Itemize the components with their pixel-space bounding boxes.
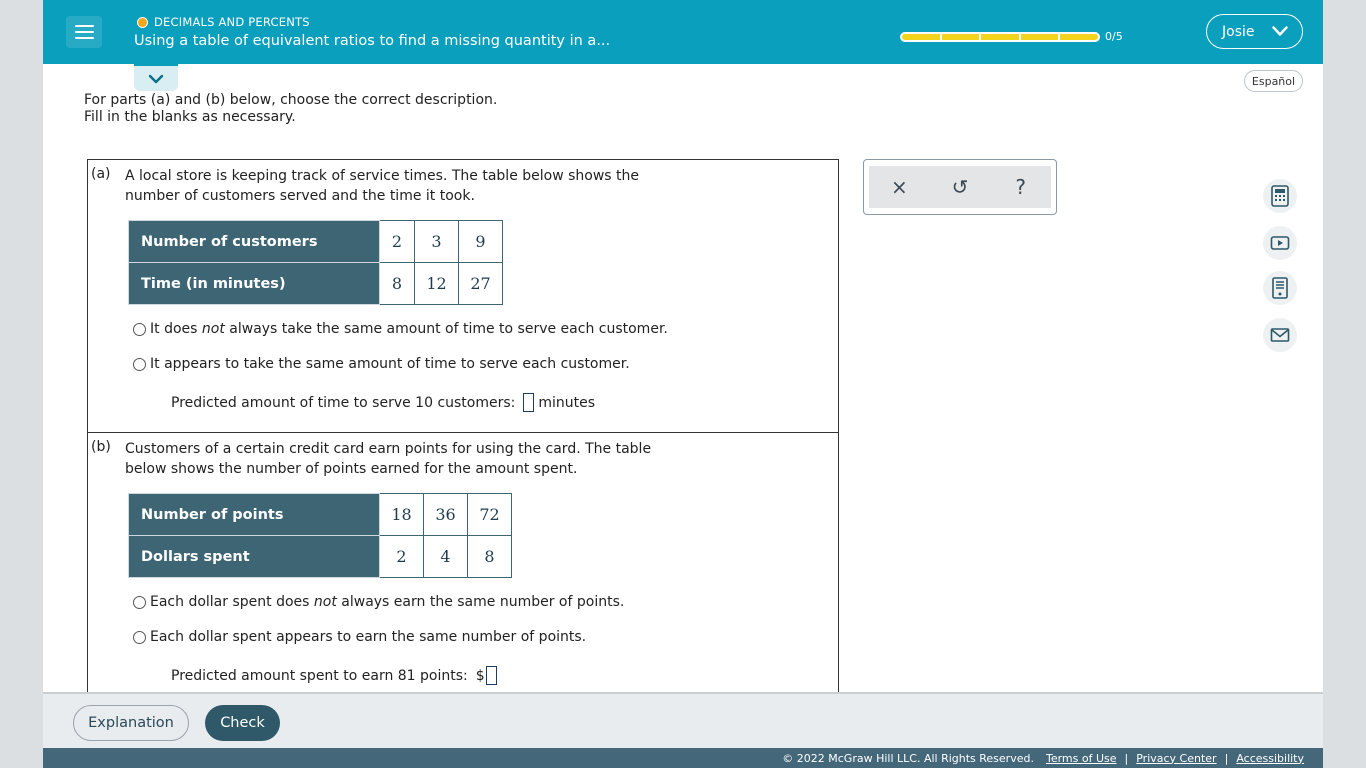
option-text: It does	[150, 321, 202, 337]
video-icon[interactable]	[1263, 226, 1297, 260]
table-row	[129, 494, 512, 536]
table-cell: 9	[459, 221, 503, 263]
table-cell: 8	[468, 536, 512, 578]
menu-icon-line	[75, 37, 94, 39]
part-b	[88, 433, 838, 723]
table-row	[129, 263, 503, 305]
option-b1[interactable]	[133, 594, 624, 610]
answer-toolbox	[863, 159, 1057, 215]
ratio-table	[128, 220, 503, 305]
prediction-row	[171, 666, 501, 685]
language-toggle-button[interactable]: Español	[1244, 70, 1303, 92]
part-a	[88, 160, 838, 433]
table-cell: 8	[380, 263, 415, 305]
app-window	[43, 0, 1323, 768]
prediction-unit: minutes	[538, 394, 596, 411]
prediction-row	[171, 393, 595, 412]
question-box	[87, 159, 839, 719]
part-text: Customers of a certain credit card earn points for using the card. The table below shows the number of points earned for the amount spent.	[125, 441, 652, 477]
ebook-icon[interactable]	[1263, 271, 1297, 305]
table-cell: 18	[380, 494, 424, 536]
progress-bar	[900, 32, 1100, 42]
option-b2[interactable]	[133, 629, 586, 645]
option-text: always earn the same number of points.	[336, 594, 625, 610]
menu-icon-line	[75, 25, 94, 27]
option-emphasis: not	[201, 321, 225, 337]
table-cell: 12	[415, 263, 459, 305]
chevron-down-icon	[1272, 26, 1288, 37]
option-text: Each dollar spent does	[150, 594, 314, 610]
part-label: (a)	[91, 166, 111, 182]
progress-segment	[942, 34, 982, 40]
answer-input[interactable]	[486, 666, 497, 685]
table-row	[129, 536, 512, 578]
radio-button[interactable]	[133, 358, 146, 371]
option-label: Each dollar spent appears to earn the same number of points.	[150, 629, 587, 645]
prediction-label: Predicted amount of time to serve 10 customers:	[171, 394, 516, 411]
row-header: Dollars spent	[129, 536, 380, 578]
prediction-label: Predicted amount spent to earn 81 points:	[171, 667, 468, 684]
instructions	[84, 92, 497, 126]
row-header: Number of customers	[129, 221, 380, 263]
progress-segment	[1060, 34, 1098, 40]
table-cell: 72	[468, 494, 512, 536]
chevron-down-icon	[148, 74, 164, 84]
toolbox-buttons	[869, 166, 1051, 208]
option-a1[interactable]	[133, 321, 668, 337]
table-row	[129, 221, 503, 263]
progress-count: 0/5	[1105, 30, 1123, 43]
progress-segment	[981, 34, 1021, 40]
help-icon[interactable]: ?	[1015, 175, 1026, 199]
table-cell: 2	[380, 221, 415, 263]
radio-button[interactable]	[133, 631, 146, 644]
table-cell: 3	[415, 221, 459, 263]
radio-button[interactable]	[133, 323, 146, 336]
table-cell: 2	[380, 536, 424, 578]
topic-line	[137, 15, 310, 29]
instruction-line: Fill in the blanks as necessary.	[84, 109, 296, 125]
footer-action-bar	[43, 692, 1323, 748]
instruction-line: For parts (a) and (b) below, choose the correct description.	[84, 92, 498, 108]
topic-status-icon	[137, 17, 148, 28]
header-bar	[43, 0, 1323, 64]
part-text: A local store is keeping track of service times. The table below shows the number of customers served and the time it took.	[125, 168, 640, 204]
terms-link[interactable]: Terms of Use	[1045, 751, 1117, 765]
radio-button[interactable]	[133, 596, 146, 609]
accessibility-link[interactable]: Accessibility	[1236, 751, 1304, 765]
answer-input[interactable]	[523, 393, 534, 412]
table-cell: 4	[424, 536, 468, 578]
currency-symbol: $	[475, 667, 485, 684]
copyright-bar	[43, 748, 1323, 768]
menu-icon-line	[75, 31, 94, 33]
collapse-header-button[interactable]	[134, 64, 178, 91]
progress-segment	[902, 34, 942, 40]
table-cell: 27	[459, 263, 503, 305]
clear-icon[interactable]: ×	[890, 175, 908, 199]
explanation-button[interactable]: Explanation	[73, 705, 189, 741]
separator: |	[1224, 751, 1229, 765]
copyright-text: © 2022 McGraw Hill LLC. All Rights Reserved.	[782, 751, 1034, 765]
option-emphasis: not	[313, 594, 337, 610]
option-label: It appears to take the same amount of time to serve each customer.	[150, 356, 630, 372]
mail-icon[interactable]	[1263, 318, 1297, 352]
row-header: Number of points	[129, 494, 380, 536]
undo-icon[interactable]: ↺	[951, 175, 969, 199]
ratio-table	[128, 493, 512, 578]
table-cell: 36	[424, 494, 468, 536]
calculator-icon[interactable]	[1263, 179, 1297, 213]
page-title: Using a table of equivalent ratios to find a missing quantity in a...	[134, 33, 611, 49]
separator: |	[1124, 751, 1129, 765]
progress-segment	[1021, 34, 1061, 40]
row-header: Time (in minutes)	[129, 263, 380, 305]
option-label	[150, 594, 624, 610]
user-name: Josie	[1222, 23, 1255, 40]
part-label: (b)	[91, 439, 111, 455]
menu-button[interactable]	[66, 16, 102, 48]
topic-label: DECIMALS AND PERCENTS	[154, 15, 310, 29]
option-a2[interactable]	[133, 356, 630, 372]
check-button[interactable]: Check	[205, 705, 280, 741]
privacy-link[interactable]: Privacy Center	[1136, 751, 1217, 765]
option-text: always take the same amount of time to serve each customer.	[224, 321, 668, 337]
user-menu-button[interactable]	[1206, 14, 1303, 49]
option-label	[150, 321, 668, 337]
